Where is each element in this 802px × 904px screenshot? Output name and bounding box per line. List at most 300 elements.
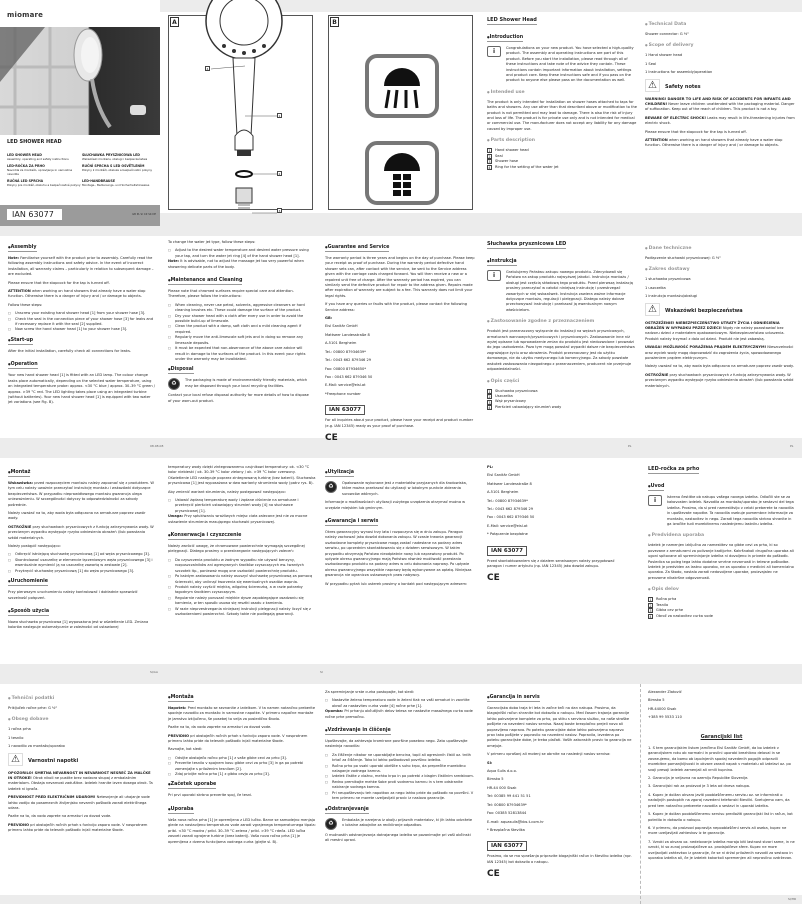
paragraph: 6. V primeru, da proizvod popravlja nepooblaščeni servis ali oseba, kupec ne more uveljavljati zahtevkov iz te garancije.: [648, 825, 787, 836]
paragraph-text: Embalaža je narejena iz okolju prijaznih materialov, ki jih lahko odvržete v lokalne zabojnike za recikliranje odpadkov.: [342, 817, 473, 827]
paragraph: Upoštevajte, da zahtevajo kromirane površine posebno nego. Zato upoštevajte naslednja navodila:: [325, 739, 468, 749]
paragraph: 3. Garancijski rok za proizvod je 3 leta od dneva nakupa.: [648, 784, 751, 789]
bold-lead: PREVIDNOST PRED ELEKTRIČNIM UDAROM!: [8, 795, 96, 800]
list-item: □ Przykręcić słuchawkę prysznicową [1] do węża prysznicowego [3].: [8, 569, 156, 574]
part-number: 1: [649, 598, 652, 603]
part-number: 1: [488, 149, 491, 154]
safety-heading-text: Varnostni napotki: [27, 757, 79, 764]
list-item: □ Nastavite želeno temperaturo vode in želeni tlak na vaši armaturi in zavrtite obroč za nastavitev curka vode [4] ročne prhe [1].: [325, 698, 475, 709]
list-item: □ W razie nieprzestrzegania niniejszej instrukcji pielęgnacji należy liczyć się z uszkodzeniami powierzchni. Szkody takie nie podlegają gwarancji.: [168, 607, 316, 618]
paragraph: temperatury wody dzięki zintegrowanemu czujnikowi temperatury: ok. <30 °C kolor niebieski / ok. 30-39 °C kolor zielony / ok. >39 °C kolor czerwony. Oświetlenie LED następuje poprzez zintegrowaną turbinę (bez baterii). Słuchawka prysznicowa [1] jest wyposażona w dwa warianty strumienia wody (patrz rys. B).: [168, 465, 316, 486]
list-item: □ Odkręcić istniejącą słuchawkę prysznicową [1] od węża prysznicowego [3].: [8, 552, 156, 557]
paragraph: W przypadku pytań lub usterek prosimy o kontakt pod następującym adresem:: [325, 581, 468, 586]
language-subtitle: Assembly, operating and safety instructions: [7, 157, 69, 161]
paragraph: Należy uważać na to, aby woda była odłączona na armaturze poprzez zawór wody.: [645, 364, 794, 369]
page-footer: PL: [628, 444, 632, 448]
paragraph: 1 navodilo za montažo/uporabo: [8, 744, 65, 749]
section-heading: ● Sposób użycia: [8, 608, 49, 616]
part-label: Ročna prha: [656, 597, 677, 602]
language-subtitle: Navodila za montažo, upravljanje in varnostna navodila: [7, 168, 73, 176]
section-heading: ● Uruchomienie: [8, 578, 48, 586]
page-pl-assembly: [8, 465, 156, 663]
part-label: Słuchawka prysznicowa: [495, 388, 538, 393]
page-pl-maintenance: [168, 465, 316, 663]
paragraph: Aqua Sulis d.o.o.: [487, 769, 517, 774]
paragraph-text: Leaks may result in life-threatening injuries from electric shock.: [645, 115, 795, 126]
paragraph: [645, 116, 795, 127]
page-pl-service-address: [487, 465, 627, 663]
subsection-heading: ● Predvidena uporaba: [648, 532, 795, 539]
part-item: [487, 165, 637, 170]
callout-4: 4: [206, 67, 209, 71]
subsection-heading: ● Technical Data: [645, 21, 795, 28]
paragraph: [645, 345, 795, 361]
section-heading: ● Instrukcja: [487, 258, 517, 266]
section-heading: ● Guarantee and Service: [325, 244, 389, 252]
paragraph: 1 Instructions for assembly/operation: [645, 70, 713, 75]
bold-lead: PREVIDNO: [8, 822, 30, 827]
list-item: □ Adjust to the desired water temperature and desired water pressure using your tap, and turn the water jet ring [4] of the hand shower head [1].: [168, 248, 313, 259]
paragraph: [325, 709, 475, 720]
part-number: 4: [488, 405, 491, 410]
list-item: □ Do czyszczenia produktu w żadnym wypadku nie używać benzyny, rozpuszczalników ani agresywnych środków czyszczących ew. twardych szczotek itp., ponieważ mogą one uszkodzić powierzchnię produktu.: [168, 558, 316, 574]
part-label: Ring for the setting of the water jet: [495, 164, 559, 169]
info-paragraph: [487, 46, 637, 84]
language-title: RUČNÁ LED SPRCHA: [7, 179, 44, 183]
part-label: Shower hose: [495, 159, 519, 164]
part-number: 2: [488, 395, 491, 400]
ce-mark: CE: [487, 869, 500, 880]
section-heading: ● Montaža: [168, 694, 194, 702]
safety-heading-text: Wskazówki bezpieczeństwa: [664, 307, 743, 314]
subsection-heading: ● Dane techniczne: [645, 245, 795, 252]
paragraph: To change the water jet type, follow these steps:: [168, 240, 256, 244]
paragraph-text: Pred montažo se seznanite z izdelkom. V ta namen natančno preberite spodnje navodilo za montažo in varnostne napotke. V primeru napačne montaže je jamstvo izključeno, še posebej to velja za posledično škodo.: [168, 706, 316, 721]
paragraph: Należy zwrócić uwagę, że chromowane powierzchnie wymagają szczególnej pielęgnacji. Dlatego prosimy o przestrzeganie następujących zaleceń:: [168, 544, 305, 554]
paragraph: E-mail: aquasulis@kbs.t-com.hr: [487, 819, 544, 824]
page-gutter: [0, 664, 802, 684]
paragraph: Eisl Sanitär GmbH: [487, 473, 520, 478]
paragraph: Mattseer Landesstraße 8: [325, 332, 370, 337]
section-heading: ● Vzdrževanje in čiščenje: [325, 727, 391, 735]
paragraph: Please ensure that the stopcock for the tap is turned off.: [645, 129, 747, 134]
paragraph: Please ensure that the stopcock for the tap is turned off.: [8, 280, 110, 285]
list-item: □ Now screw the hand shower head [1] to your shower hose [3].: [8, 327, 156, 332]
paragraph: Tel.: 0043 662 879346 29: [325, 358, 372, 363]
page-en-maintenance: [168, 240, 313, 437]
bold-lead: UWAGA! MOŻLIWOŚĆ PORAŻENIA PRĄDEM ELEKTRYCZNYM!: [645, 345, 767, 350]
subsection-heading: ● Scope of delivery: [645, 42, 795, 49]
language-title: SŁUCHAWKA PRYSZNICOWA LED: [82, 153, 140, 157]
paragraph: A-5101 Bergheim: [487, 490, 519, 495]
safety-heading-text: Safety notes: [664, 83, 701, 90]
paragraph: Bimska 5: [487, 777, 504, 782]
page-footer: SI/AA: [150, 670, 158, 674]
part-label: Hand shower head: [495, 148, 529, 153]
paragraph: Należy uważać na to, aby woda była odłączona na armaturze poprzez zawór wody.: [8, 511, 146, 521]
page-en-guarantee: [325, 240, 475, 443]
part-number: 1: [488, 389, 491, 394]
language-entry: [82, 153, 157, 161]
paragraph-text: przy słuchawkach prysznicowych z funkcją zatrzymywania wody. W przeciwnym wypadku występuje ryzyko odniesienia obrażeń i/lub powstania szkód materialnych.: [645, 372, 794, 388]
subsection-heading: ● Zastosowanie zgodne z przeznaczeniem: [487, 318, 637, 325]
paragraph: Contact your local refuse disposal authority for more details of how to dispose of your worn-out product.: [168, 393, 309, 403]
bold-lead: Note:: [168, 259, 180, 264]
info-icon: i: [487, 46, 501, 57]
paragraph: Pri prvi uporabi skrbno preverite spoj, če tesni.: [168, 793, 253, 798]
paragraph: Eisl Sanitär GmbH: [325, 324, 358, 329]
paragraph: 1 ročna prha: [8, 727, 31, 732]
paragraph: HR-44000 Sisak: [648, 706, 677, 711]
subsection-heading: ● Zakres dostawy: [645, 266, 795, 273]
bold-lead: SI:: [487, 760, 493, 765]
ian-number: IAN 63077: [7, 209, 62, 220]
recycling-paragraph: [325, 818, 475, 830]
bold-lead: OSTROŻNIE: [8, 524, 32, 529]
paragraph: [8, 823, 156, 834]
language-entry: [82, 179, 157, 187]
paragraph: [8, 525, 156, 541]
paragraph: Tel.: 00800 87934639*: [487, 498, 528, 503]
paragraph-text: when working on hand showers that already have a water stop function. Otherwise there is a danger of injury and / or damage to objects.: [645, 138, 783, 148]
paragraph-text: Netesnjenje ali uhajanje vode lahko vodijo do posameznih življenjsko nevarnih poškodb zaradi električnega udara.: [8, 795, 150, 811]
paragraph-text: pri obstoječih ročnih prhah s funkcijo zaporo vode. V nasprotnem primeru lahko pride do telesnih poškodb in/ali materialne škode.: [8, 822, 148, 833]
paragraph-text: Nieszczelności oraz wyciek wody mogą doprowadzić do zagrożenia życia, spowodowanego porażeniem prądem elektrycznym.: [645, 345, 794, 361]
recycling-paragraph: [325, 481, 475, 497]
paragraph: 1 Seal: [645, 61, 657, 66]
safety-heading: [645, 80, 795, 93]
paragraph: HR-44 000 Sisak: [487, 785, 517, 790]
section-heading: ● Montaż: [8, 469, 30, 477]
paragraph: Tel: 00800 87934639*: [487, 802, 527, 807]
page-sl-maintenance: [325, 690, 475, 893]
language-title: RUČNÍ SPRCHA S LED OSVĚTLENÍM: [82, 164, 145, 168]
part-number: 3: [488, 400, 491, 405]
paragraph-text: The packaging is made of environmentally friendly materials, which may be disposed through your local recycling facilities.: [185, 378, 308, 388]
product-photo: [0, 27, 160, 135]
list-item: □ Ustawić żądaną temperaturę wody i żądane ciśnienie na armaturze i przekręcić pierścień ustawiający strumień wody [4] na słuchawce prysznicowej [1].: [168, 498, 316, 514]
paragraph-text: Przy spłukiwaniu wrażliwych miejsc ciała zalecane jest nie za mocne ustawienie strumienia masującego słuchawki prysznicowej.: [168, 514, 308, 524]
bold-lead: ATTENTION: [645, 138, 668, 143]
paragraph: Izdelek je namenjen izključno za namestitev na gibke cevi za prho, ki so povezane z armaturami za polivanje kadi/prhe. Kakršnakoli drugačna uporaba ali ugoni spitovane ali spremininjanje izdelka ni dovoljeno in privede do poškodb. Posledica so poleg tega lahko dodatne smrtne nevarnosti in telesne poškodbe. Izdelek je predviden za lastno uporabo, ne za uporabo v medicini ali komercialno uporabo. Za škodo, nastalo zaradi nedovoljene uporabe, proizvajalec ne prevzame nikakršne odgovornosti.: [648, 543, 794, 580]
page-sl-technical-data: [8, 690, 156, 893]
warning-icon: ⚠: [645, 79, 660, 92]
paragraph-text: pri obstoječih ročnih prhah s funkcijo zaporo vode. V nasprotnem primeru lahko pride do telesnih poškodb in/ali materialne škode.: [168, 733, 308, 744]
figure-a-label: A: [170, 17, 179, 27]
list-item: □ Za čiščenje nikakor ne uporabljajte bencina, topil ali agresivnih čistil oz. trdih krtač za čiščenje. Tako bi lahko poškodovali površino izdelka.: [325, 753, 475, 764]
section-heading: ● Start-up: [8, 337, 33, 345]
bold-lead: Opomba:: [325, 709, 344, 714]
list-item: □ Regularly move the anti-limescale soft jets and in doing so remove any limescale deposits.: [168, 335, 313, 346]
page-sl-guarantee: [487, 690, 632, 893]
paragraph-text: Opakowanie wykonane jest z materiałów przyjaznych dla środowiska, które można przekazać do utylizacji w lokalnym punkcie zbierania surowców wtórnych.: [342, 481, 467, 496]
paragraph: * Brezplačna številka: [487, 827, 525, 832]
page-footer: 08.08.08: [150, 444, 164, 448]
part-label: Wąż prysznicowy: [495, 399, 526, 404]
callout-2: 2: [278, 172, 281, 176]
section-heading: ● Operation: [8, 361, 38, 369]
paragraph: Vaša nova ročna prha [1] je opremljena z LED lučko. Barve se samodejno menjajo glede na nastavljeno temperaturo vode zaradi vgrajenega temperaturnega tipala: pribl. <30 °C modra / pribl. 30–39 °C zelena / pribl. >39 °C rdeča. LED lučka zasveti zaradi vgrajene turbine (brez baterij). Vaša nova ročna prha [1] je opremljena z dvema funkcijama vodnega curka (glejte sl. B).: [168, 817, 316, 844]
bold-lead: OSTRZEŻENIE! NIEBEZPIECZEŃSTWO UTRATY ŻYCIA I ODNIESIENIA OBRAŻEŃ W WYPADKU PRZEZ DZIECI!: [645, 320, 780, 331]
paragraph: Należy postąpić następująco:: [8, 544, 61, 549]
safety-heading: [645, 304, 795, 317]
list-item: □ Preverite tesnilo v spojnem kosu gibke cevi za prho [3] in ga po potrebi zamenjajte s priloženim tesnilom [2].: [168, 761, 316, 772]
paragraph-text: Familiarise yourself with the product prior to assembly. Carefully read the following assembly instructions and safety advice. In the event of incorrect installation, all warranty claims – particularly in relation to subsequent damage – are excluded.: [8, 256, 154, 277]
language-entry: [7, 179, 82, 187]
paragraph: Tel.: 0043 662 879346 29: [487, 507, 534, 512]
bold-lead: OPOZORILO! SMRTNA NEVARNOST IN NEVARNOST NESREČ ZA MALČKE IN OTROKE!: [8, 770, 151, 781]
paragraph: +385 99 5533 110: [648, 715, 682, 720]
paragraph: Fax : 0043 662 879346 50: [487, 515, 535, 520]
paragraph: 1. S tem garancijskim listom jamčimo Eisl Sanitär GmbH, da bo izdelek v garancijskem roku ob normalni in pravilni uporabi brezhibno deloval in se zavezujemo, da bomo ob izpolnjenih spodaj navedenih pogojih odpravili morebitne pomanjkljivosti in okvare zaradi napak v materialu ali izdelavi oz. po svoji presoji izdelek zamenjali ali vrnili kupnino.: [648, 746, 791, 772]
paragraph: Bimska 5: [648, 698, 665, 703]
shower-head-image: [0, 27, 160, 135]
paragraph: Tel: 00385 99 441 51 51: [487, 794, 531, 799]
paragraph: A-5101 Bergheim: [325, 341, 357, 346]
info-icon: i: [648, 495, 662, 506]
warning-icon: ⚠: [8, 753, 23, 766]
section-heading: ● Uvod: [648, 483, 664, 491]
list-item: □ Odvijte obstoječo ročno prho [1] z vaše gibke cevi za prho [3].: [168, 756, 316, 761]
paragraph: E-Mail: service@eisl.at: [325, 383, 366, 388]
callout-3: 3: [278, 209, 281, 213]
paragraph-text: Iskreno čestitke ob nakupu vašega novega izdelka. Odločili ste se za kakovosten izdelek. Navodila za montažo/uporabo je sestavni del tega izdelka. Prosimo, da si pred namestitvijo v celoti preberete ta navodila in upoštevate napotke. Ta navodila vsebuje pomembne informacije za montažo, nastavitev in nego. Zaradi tega navodila skrbno shranite in ga izročite tudi morebitnemu naslednjemu lastniku izdelka.: [667, 495, 794, 527]
paragraph-text: Congratulations on your new product. You have selected a high-quality product. The assembly and operating instructions are part of this product. Before you start the installation, please read through all of these instructions and take note of the advice they contain. These instructions contain important information about installation, settings and product care. Keep these instructions safe and if you pass on the product to anyone else please pass on the documentation as well.: [506, 46, 634, 83]
info-icon: i: [487, 270, 501, 281]
paragraph: Follow these steps:: [8, 302, 43, 307]
language-title: LED-ROČKA ZA PRHO: [7, 164, 45, 168]
paragraph: Fax: 00385 52813844: [487, 811, 527, 816]
paragraph: [8, 481, 156, 508]
paragraph-text: przed rozpoczęciem montażu należy zapoznać się z produktem. W tym celu należy uważnie przeczytać instrukcję montażu i wskazówki dotyczące bezpieczeństwa. W przypadku nieprawidłowego montażu gwarancja ulega unieważnieniu. W szczególności dotyczy to odpowiedzialności za szkody pośrednie.: [8, 481, 154, 507]
recycling-icon: ♻: [325, 818, 337, 830]
paragraph-text: Gratulujemy Państwu zakupu nowego produktu. Zdecydowali się Państwo na zakup produktu najwyższej jakości. Instrukcja montażu / obsługi jest częścią składową tego produktu. Przed pierwszą instalacją prosimy przeczytać w całości niniejszą instrukcję i przestrzegać zawartych w niej wskazówek. Instrukcja zawiera ważne informacje dotyczące montażu, regulacji i pielęgnacji. Dlatego należy dobrze przechowywać instrukcję i przekazać ją ewentualnym nowym właścicielom.: [506, 270, 633, 312]
paragraph: 2. Garancija je veljavna na ozemlju Republike Slovenije.: [648, 776, 749, 781]
paragraph: Mattseer Landesstraße 8: [487, 481, 532, 486]
part-label: Tesnilo: [656, 602, 669, 607]
water-jet-modes-drawing: [329, 16, 474, 211]
bold-lead: ATTENTION: [8, 289, 31, 294]
list-item: □ Check the seal in the connection piece of your shower hose [3] for leaks and if necessary replace it with the seal [2] supplied.: [8, 317, 156, 328]
page-sl-introduction: [648, 465, 795, 663]
paragraph: Garancijska doba traja tri leta in začne teči na dan nakupa. Prosimo, da blagajniški račun shranite kot dokazilo o nakupu. Med časom trajanja garancije lahko pokvarjene komplete za prho, po stiku s servisno službo, na naše stroške pošljete na navedeni naslov servisa. Nazaj boste brezplačno prejeli novo ali popravljeno napravo. Po poteku garancijske dobe lahko pokvarjeno napravo prav tako pošljete v popravilo na navedeni naslov. Popravila, izvedena po poteku garancijske dobe, je treba plačati. Vaših zakonskih pravic ta garancija ne omejuje.: [487, 706, 632, 748]
language-list: [7, 153, 157, 187]
paragraph: The warranty period is three years and begins on the day of purchase. Please keep your receipt as proof of purchase. During the warranty period defective hand shower sets can, after contact with the service, be sent to the Service address given with the carriage costs charged forward. You will then receive a new or a repaired unit free of charge. After the warranty period has expired, you can similarly send the defective product for repair to the address given. Repairs made after expiration of warranty are subject to a fee. This warranty does not limit your legal rights.: [325, 256, 475, 298]
part-item: [648, 614, 795, 619]
subsection-heading: ● Parts description: [487, 137, 637, 144]
list-item: □ Skontrolować uszczelkę w elemencie łączeniowym węża prysznicowego [3] i ewentualnie wymienić ją na uszczelkę zawartą w zestawie [2].: [8, 558, 156, 569]
paragraph: Aby zmienić wariant strumienia, należy postępować następująco:: [168, 489, 286, 494]
section-heading: ● Maintenance and Cleaning: [168, 277, 242, 285]
paragraph: * Połączenie bezpłatne: [487, 532, 528, 537]
guarantee-card-title: Garancijski list: [700, 733, 743, 740]
language-entry: [7, 164, 82, 176]
part-item: [487, 405, 637, 410]
paragraph: 1 Hand shower head: [645, 53, 683, 58]
list-item: □ Izdelek čistite z vlažno, mehko krpo in po potrebi z blagim čistilnim sredstvom.: [325, 774, 475, 779]
recycling-paragraph: [168, 378, 313, 390]
bold-lead: Napotek:: [168, 706, 187, 710]
bold-lead: Uwaga:: [168, 514, 184, 519]
part-label: Obroč za nastavitev curka vode: [656, 613, 713, 618]
figure-b: [328, 15, 473, 210]
language-subtitle: Pokyny k montáži, obsluze a bezpečnostní pokyny: [82, 168, 153, 172]
paragraph: [645, 373, 795, 389]
language-entry: [82, 164, 157, 176]
part-label: Gibka cev prhe: [656, 608, 684, 613]
page-en-technical-data: [645, 16, 795, 212]
paragraph: [325, 316, 475, 321]
section-heading: ● Assembly: [8, 244, 37, 252]
page-pl-introduction: [487, 240, 637, 437]
paragraph: [8, 795, 156, 811]
paragraph: [645, 97, 795, 113]
paragraph: *Freephone number: [325, 391, 361, 396]
language-title: LED-HANDBRAUSE: [82, 179, 115, 183]
language-subtitle: Pokyny pre montáž, obsluhu a bezpečnostné pokyny: [7, 183, 81, 187]
ian-bar: [0, 205, 160, 226]
list-item: □ Produkt należy czyścić miękką, wilgotną ściereczką, a w razie potrzeby łagodnym środkiem czyszczącym.: [168, 585, 316, 596]
cut-line: [640, 684, 641, 904]
part-number: 4: [488, 165, 491, 170]
list-item: □ Pri neupoštevanju teh napotkov za nego lahko pride do poškodb na površini. V tem primeru ne morete uveljavljati pravic iz naslova garancije.: [325, 791, 475, 802]
paragraph: [168, 259, 313, 270]
list-item: □ Unscrew your existing hand shower head [1] from your shower hose [3].: [8, 311, 156, 316]
paragraph: Informacje o możliwościach utylizacji zużytego urządzenia otrzymać można w urzędzie miejskim lub gminnym.: [325, 500, 466, 510]
paragraph: [168, 734, 316, 745]
page-title: LED Shower Head: [487, 17, 537, 23]
list-item: □ It must be expected that non-observance of the above care advice will result in damage to the surfaces of the product. In this event your rights under the warranty may be invalidated.: [168, 346, 313, 362]
paragraph: [168, 706, 316, 722]
recycling-icon: ♻: [325, 481, 337, 493]
paragraph: [8, 256, 156, 278]
paragraph-text: Otrok nikoli ne pustite brez nadzora skupaj z embalažnim materialom. Obstaja nevarnost zadušitve. Izdelek hranite izven dosega otrok. Ta izdelek ni igrača.: [8, 776, 153, 791]
paragraph: 1 słuchawka prysznicowa: [645, 277, 691, 282]
paragraph: O možnostih odstranjevanja dotrajanega izdelka se pozanimajte pri vaši občinski ali mestni upravi.: [325, 832, 471, 842]
ian-number: IAN 63077: [487, 841, 527, 851]
paragraph: 5. Kupec je dolžan pooblaščenemu servisu predložiti garancijski list in račun, kot potrdilo in dokazilo o nakupu.: [648, 812, 793, 822]
paragraph: 1 tesnilo: [8, 735, 24, 740]
subsection-heading: ● Opis delov: [648, 586, 795, 593]
page-footer: SI/HR: [788, 897, 797, 901]
hand-shower-exploded-drawing: [169, 16, 314, 211]
page-en-introduction: [487, 16, 637, 212]
part-label: Seal: [495, 153, 503, 158]
paragraph: Ravnajte, kot sledi:: [168, 747, 203, 752]
section-heading: ● Garancija in servis: [487, 694, 540, 702]
paragraph: Fax: 00800 87934650*: [325, 366, 367, 371]
ce-mark: CE: [325, 432, 338, 443]
section-heading: ● Utylizacja: [325, 469, 354, 477]
paragraph: Please note that chromed surfaces require special care and attention. Therefore, please follow the instructions:: [168, 289, 294, 299]
paragraph: Za spreminjanje vrste curka postopajte, kot sledi:: [325, 690, 415, 694]
paragraph: Podłączenie słuchawki prysznicowej: G ½": [645, 256, 721, 260]
figure-a: [168, 15, 313, 213]
bold-lead: Wskazówka:: [8, 481, 34, 485]
list-item: □ Dry your shower head with a cloth after every use in order to avoid the possible build-up of limescale.: [168, 314, 313, 325]
paragraph: Nowa słuchawka prysznicowa [1] wyposażona jest w oświetlenie LED. Zmiana kolorów następuje automatycznie w zależności od ustawionej: [8, 619, 149, 630]
cover-title: LED SHOWER HEAD: [7, 139, 62, 145]
list-item: □ Zdaj privijte ročno prho [1] z gibko cevjo za prho [3].: [168, 772, 316, 777]
bold-lead: Note:: [8, 256, 20, 260]
section-heading: ● Introduction: [487, 34, 523, 42]
paragraph: 7. Vzroki za okvaro oz. nedelovanje izdelka morajo biti lastnost stvari same, in ne vzroki, ki so zunaj proizvajalčeve oz. prodajalčeve sfere. Kupec ne more uveljavljati zahtevkov iz garancije, če se ni držal priloženih navodil za sestavo in uporabo izdelka ali, če je izdelek kakorkoli spremenjen ali nepravilno vzdrževan.: [648, 839, 795, 860]
paragraph-text: when working on hand showers that already have a water stop function. Otherwise there is a danger of injury and / or damage to objects.: [8, 289, 146, 299]
paragraph: Prosimo, da se ma vprašanja pripravite blagajniški račun in številko izdelka (npr. IAN 12345) kot dokazilo o nakupu.: [487, 854, 632, 864]
paragraph: [487, 465, 627, 470]
page-sl-guarantee-card: [648, 690, 795, 893]
list-item: □ Regularnie należy poruszać miękkie dysze zapobiegające osadzaniu się kamienia, w ten sposób usuwa się resztki osadu z kamienia.: [168, 596, 316, 607]
paragraph: For all inquiries about your product, please have your receipt and product number (e.g. IAN 12345) ready as your proof of purchase.: [325, 418, 474, 428]
page-title: LED-ročka za prho: [648, 466, 700, 472]
language-title: LED SHOWER HEAD: [7, 153, 42, 157]
page-gutter: [0, 895, 802, 904]
paragraph-text: Pri prhanju občutljivih delov telesa ne nastavite masažnega curka vode ročne prhe premočno.: [325, 709, 473, 719]
paragraph: Priključek ročne prhe: G ½": [8, 706, 58, 710]
page-footer: SI: [320, 670, 323, 674]
section-heading: ● Začetek uporabe: [168, 781, 216, 789]
paragraph: Przed skontaktowaniem się z działem serwisowym należy przygotować paragon i numer artykułu (np. IAN 12345) jako dowód zakupu.: [487, 558, 615, 569]
page-pl-disposal-guarantee: [325, 465, 475, 663]
page-pl-technical-data: [645, 240, 795, 437]
bold-lead: WARNING! DANGER TO LIFE AND RISK OF ACCIDENTS FOR INFANTS AND CHILDREN!: [645, 96, 791, 107]
part-label: Uszczelka: [495, 393, 513, 398]
warning-icon: ⚠: [645, 303, 660, 316]
bold-lead: PL:: [487, 465, 494, 469]
subsection-heading: ● Obseg dobave: [8, 716, 156, 723]
page-title: Słuchawka prysznicowa LED: [487, 241, 567, 247]
paragraph: Shower connector: G ½": [645, 32, 689, 36]
paragraph: Your new hand shower head [1] is fitted with an LED lamp. The colour change tasks place automatically, depending on the selected water temperature, using an integrated temperature probe: approx. <30 °C blue / approx. 30–39 °C green / approx. >39 °C red. The LED lighting takes place using an integrated turbine (without batteries). Your new hand shower head [1] is equipped with two water jet variations (see Fig. B).: [8, 373, 156, 405]
paragraph: Produkt jest przeznaczony wyłącznie do instalacji na wężach prysznicowych, armaturach wannowych/prysznicowych i prysznicowych. Zastosowanie inne niż wyżej opisane lub wprowadzenie zmian do produktu jest niedozwolone i prowadzi do jego uszkodzenia. Poza tym mogą powstać wypadki dalsze nie bezpieczeństwa zagrażające życiu oraz obrażenia. Produkt przeznaczony jest do użytku domowego, nie do użytku medycznego lub komercyjnego. Za szkody powstałe wskutek zastosowania niezgodnego z przeznaczeniem, producent nie przejmuje odpowiedzialności.: [487, 329, 635, 372]
ian-number: IAN 63077: [487, 546, 527, 556]
list-item: □ Clean the product with a damp, soft cloth and a mild cleaning agent if required.: [168, 324, 313, 335]
brand-logo: miomare: [7, 11, 44, 19]
paragraph: [645, 138, 795, 149]
paragraph: Pazite na to, da vodo zaprete na armaturi za dovod vode.: [8, 814, 112, 819]
paragraph-text: It is advisable, not to adjust the massage jet too very powerful when showering delicate parts of the body.: [168, 259, 304, 269]
page-footer: PL: [790, 444, 794, 448]
list-item: □ When cleaning, never use petrol, solvents, aggressive cleansers or hard cleaning brushes etc. These could damage the surface of the product.: [168, 303, 313, 314]
language-subtitle: Montage-, Bedienungs- und Sicherheitshinweise: [82, 183, 150, 187]
paragraph: 1 instrukcja montażu/obsługi: [645, 294, 698, 299]
paragraph: Tel.: 00800 87934639*: [325, 349, 366, 354]
language-codes: GB PL SI CZ SK DE: [132, 213, 156, 216]
bold-lead: PREVIDNO: [168, 733, 190, 738]
subsection-heading: ● Opis części: [487, 378, 637, 385]
paragraph: 1 uszczelka: [645, 285, 666, 290]
section-heading: ● Gwarancja i serwis: [325, 518, 378, 526]
bold-lead: OSTROŻNIE: [645, 372, 669, 377]
language-subtitle: Wskazówki montażu, obsługi i bezpieczeństwa: [82, 157, 148, 161]
ian-number: IAN 63077: [325, 405, 365, 415]
subsection-heading: ● Intended use: [487, 89, 637, 96]
part-number: 4: [649, 614, 652, 619]
part-number: 3: [488, 160, 491, 165]
cover-page: [0, 0, 162, 226]
paragraph: Fax : 0043 662 879346 50: [325, 374, 373, 379]
info-paragraph: [487, 270, 637, 313]
callout-1: 1: [278, 114, 281, 118]
part-number: 2: [649, 603, 652, 608]
paragraph: If you have any queries or faults with the product, please contact the following Service address:: [325, 302, 467, 312]
paragraph: Okres gwarancyjny wynosi trzy lata i rozpoczyna się w dniu zakupu. Paragon należy zachować jako dowód dokonania zakupu. W czasie trwania gwarancji uszkodzone komplety prysznicowe mogą zostać nadesłane na podany adres serwisu, po uprzednim skontaktowaniu się z działem serwisowym. W takim przypadku otrzymają Państwo nieodpłatnie nowy lub naprawiony produkt. Po upływie okresu gwarancyjnego mają Państwo również możliwość przesłania uszkodzonego produktu na podany adres w celu dokonania naprawy. Po upływie okresu gwarancyjnego wszystkie naprawy będą wykonywane za opłatą. Niniejsza gwarancja nie ogranicza ustawowych praw nabywcy.: [325, 530, 472, 578]
section-heading: ● Disposal: [168, 366, 194, 374]
ce-mark: CE: [487, 573, 500, 584]
paragraph-text: Never leave children unattended with the packaging material. Danger of suffocation. Keep out of the reach of children. This product is not a toy.: [645, 102, 795, 112]
recycling-icon: ♻: [168, 378, 180, 390]
paragraph: [487, 761, 632, 766]
